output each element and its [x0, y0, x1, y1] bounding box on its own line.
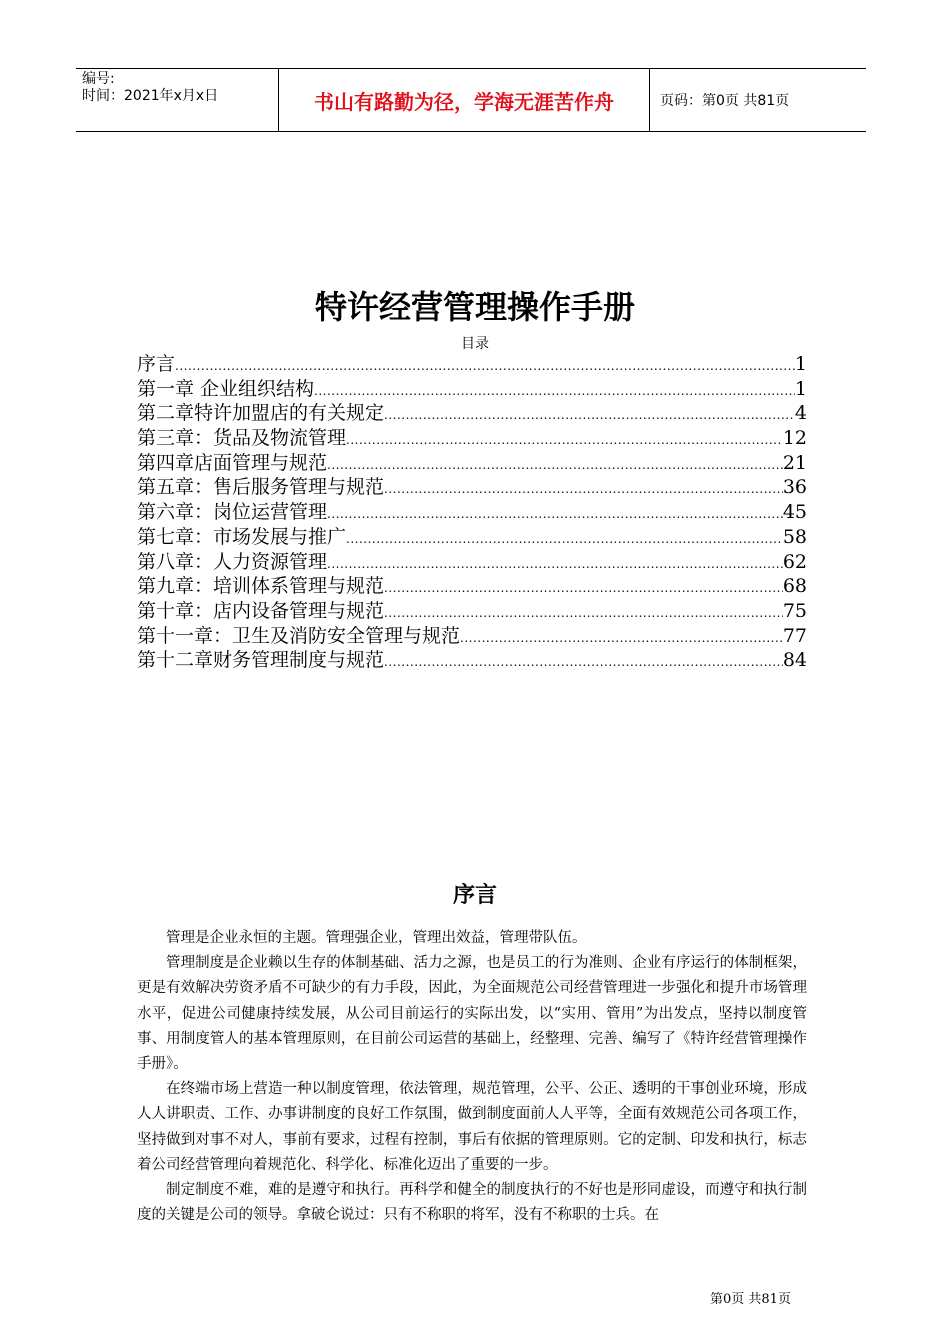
toc-entry[interactable]	[137, 451, 807, 476]
toc-entry-page: 45	[782, 501, 807, 524]
toc-leader	[384, 601, 783, 626]
toc-entry-page: 62	[782, 550, 807, 573]
toc-leader	[327, 552, 783, 577]
toc-entry[interactable]	[137, 648, 807, 673]
toc-leader	[314, 379, 795, 404]
toc-entry-page: 12	[782, 427, 807, 450]
toc-entry[interactable]	[137, 550, 807, 575]
toc-entry[interactable]	[137, 426, 807, 451]
table-of-contents	[137, 352, 807, 673]
toc-leader	[346, 527, 783, 552]
toc-entry-label: 第九章：培训体系管理与规范	[137, 575, 385, 598]
toc-entry[interactable]	[137, 377, 807, 402]
toc-entry-page: 58	[782, 525, 807, 548]
toc-entry-label: 第三章：货品及物流管理	[137, 427, 347, 450]
toc-entry-label: 第十章：店内设备管理与规范	[137, 599, 385, 622]
header-table	[76, 68, 866, 132]
toc-leader	[327, 453, 783, 478]
toc-entry[interactable]	[137, 574, 807, 599]
toc-leader	[346, 428, 783, 453]
paragraph: 管理是企业永恒的主题。管理强企业，管理出效益，管理带队伍。	[166, 930, 587, 946]
toc-entry-page: 1	[794, 353, 807, 375]
toc-leader	[327, 502, 783, 527]
toc-entry-label: 第四章店面管理与规范	[137, 451, 328, 474]
page-footer: 第0页 共81页	[710, 1292, 791, 1307]
toc-entry-page: 77	[782, 624, 807, 647]
toc-entry-page: 21	[782, 451, 807, 474]
preface-body	[137, 926, 807, 1228]
toc-leader	[175, 354, 795, 379]
toc-entry-page: 1	[794, 377, 807, 400]
toc-leader	[384, 650, 783, 675]
toc-entry-page: 36	[782, 476, 807, 499]
toc-entry-label: 第六章：岗位运营管理	[137, 501, 328, 524]
number-label: 编号:	[82, 71, 115, 87]
toc-entry-label: 第十二章财务管理制度与规范	[137, 649, 385, 672]
toc-entry-label: 第十一章：卫生及消防安全管理与规范	[137, 624, 461, 647]
toc-entry-page: 84	[782, 649, 807, 672]
document-title: 特许经营管理操作手册	[314, 288, 635, 326]
toc-entry-label: 第五章：售后服务管理与规范	[137, 476, 385, 499]
header-left-cell	[76, 69, 278, 131]
paragraph: 管理制度是企业赖以生存的体制基础、活力之源，也是员工的行为准则、企业有序运行的体制框架，更是有效解决劳资矛盾不可缺少的有力手段，因此，为全面规范公司经营管理进一步强化和提升市场管理水平，促进公司健康持续发展，从公司目前运行的实际出发，以“实用、管用”为出发点，坚持以制度管事、用制度管人的基本管理原则，在目前公司运营的基础上，经整理、完善、编写了《特许经营管理操作手册》。	[137, 955, 807, 1073]
toc-entry-page: 75	[782, 599, 807, 622]
time-label: 时间：2021年x月x日	[82, 88, 219, 104]
toc-entry[interactable]	[137, 624, 807, 649]
toc-entry-label: 第七章：市场发展与推广	[137, 525, 347, 548]
header-motto: 书山有路勤为径，学海无涯苦作舟	[278, 69, 650, 131]
toc-entry[interactable]	[137, 475, 807, 500]
toc-entry-label: 第八章：人力资源管理	[137, 550, 328, 573]
toc-entry-page: 68	[782, 575, 807, 598]
toc-title: 目录	[461, 336, 489, 352]
toc-leader	[384, 576, 783, 601]
header-page-info: 页码：第0页 共81页	[660, 93, 790, 109]
paragraph: 制定制度不难，难的是遵守和执行。再科学和健全的制度执行的不好也是形同虚设，而遵守和执行制度的关键是公司的领导。拿破仑说过：只有不称职的将军，没有不称职的士兵。在	[137, 1182, 807, 1224]
toc-entry[interactable]	[137, 599, 807, 624]
toc-leader	[460, 626, 783, 651]
toc-entry[interactable]	[137, 525, 807, 550]
toc-entry[interactable]	[137, 352, 807, 377]
toc-entry-label: 第二章特许加盟店的有关规定	[137, 402, 385, 425]
toc-entry[interactable]	[137, 401, 807, 426]
toc-entry[interactable]	[137, 500, 807, 525]
toc-entry-label: 第一章 企业组织结构	[137, 377, 315, 400]
toc-leader	[384, 477, 783, 502]
toc-entry-label: 序言	[137, 353, 176, 375]
paragraph: 在终端市场上营造一种以制度管理，依法管理，规范管理，公平、公正、透明的干事创业环境，形成人人讲职责、工作、办事讲制度的良好工作氛围，做到制度面前人人平等，全面有效规范公司各项工作，坚持做到对事不对人，事前有要求，过程有控制，事后有依据的管理原则。它的定制、印发和执行，标志着公司经营管理向着规范化、科学化、标准化迈出了重要的一步。	[137, 1081, 807, 1173]
section-title-preface: 序言	[452, 883, 497, 908]
toc-leader	[384, 403, 795, 428]
toc-entry-page: 4	[794, 402, 807, 425]
